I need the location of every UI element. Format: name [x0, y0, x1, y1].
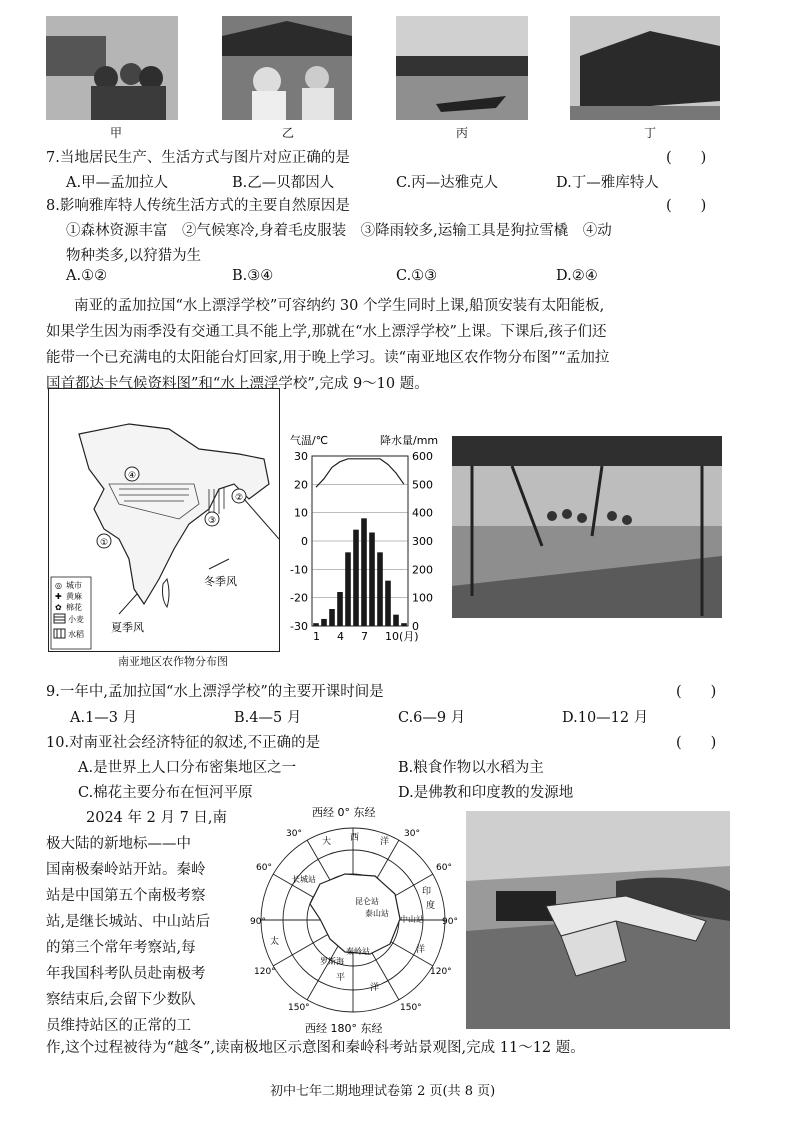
passage2-line: 站是中国第五个南极考察: [46, 888, 206, 904]
chart-x-tick: 7: [361, 630, 368, 643]
passage1-line: 南亚的孟加拉国“水上漂浮学校”可容纳约 30 个学生同时上课,船顶安装有太阳能板,: [74, 298, 605, 314]
map-marker-3: ③: [208, 516, 217, 526]
q10-answer-bracket[interactable]: ( ): [676, 735, 717, 751]
photo-caption: 丁: [643, 126, 656, 140]
q10-option-c[interactable]: C.棉花主要分布在恒河平原: [78, 785, 253, 801]
place-label: 平: [336, 973, 346, 983]
deg-label: 120°: [430, 967, 452, 977]
legend-jute: 黄麻: [66, 592, 82, 601]
precipitation-bar: [321, 619, 327, 626]
passage2-line: 的第三个常年考察站,每: [46, 940, 196, 956]
antarctic-map: [250, 804, 460, 1034]
map-marker-4: ④: [128, 471, 137, 481]
place-label: 罗斯海: [320, 957, 344, 966]
passage1-line: 能带一个已充满电的太阳能台灯回家,用于晚上学习。读“南亚地区农作物分布图”“孟加拉: [46, 350, 610, 366]
winter-monsoon-label: 冬季风: [204, 575, 237, 588]
q8-answer-bracket[interactable]: ( ): [666, 198, 707, 214]
precipitation-bar: [353, 530, 359, 626]
polar-bottom-label: 西经 180° 东经: [305, 1022, 383, 1034]
place-label: 长城站: [292, 875, 316, 884]
precipitation-bar: [393, 615, 399, 626]
qinling-station-photo: [466, 811, 730, 1029]
page-footer: 初中七年二期地理试卷第 2 页(共 8 页): [270, 1084, 496, 1099]
chart-left-tick: -20: [290, 591, 308, 605]
map-marker-2: ②: [235, 493, 244, 503]
photo-yi-scene: [222, 16, 352, 120]
chart-right-tick: 600: [412, 450, 433, 463]
precipitation-bar: [361, 518, 367, 626]
q9-option-b[interactable]: B.4—5 月: [234, 710, 302, 726]
chart-x-tick: 10(月): [385, 630, 419, 643]
deg-label: 60°: [256, 863, 272, 873]
place-label: 度: [426, 901, 436, 911]
floating-school-scene: [452, 436, 722, 618]
photo-bing: [396, 16, 528, 120]
svg-text:✚: ✚: [55, 592, 62, 601]
precipitation-bar: [329, 609, 335, 626]
place-label: 昆仑站: [355, 897, 379, 906]
chart-left-tick: -10: [290, 563, 308, 577]
deg-label: 60°: [436, 863, 452, 873]
south-asia-map: [48, 388, 280, 652]
q8-choices-line-2: 物种类多,以狩猎为生: [66, 248, 202, 264]
photo-ding: [570, 16, 720, 120]
passage1-line: 国首都达卡气候资料图”和“水上漂浮学校”,完成 9～10 题。: [46, 376, 429, 392]
q10-option-b[interactable]: B.粮食作物以水稻为主: [398, 760, 544, 776]
passage2-last-line: 作,这个过程被待为“越冬”,读南极地区示意图和秦岭科考站景观图,完成 11～12 题。: [46, 1040, 585, 1056]
q8-choices-line: ①森林资源丰富 ②气候寒冷,身着毛皮服装 ③降雨较多,运输工具是狗拉雪橇 ④动: [66, 223, 612, 239]
passage2-line: 年我国科考队员赴南极考: [46, 966, 206, 982]
chart-ylabel-left: 气温/℃: [290, 434, 329, 447]
svg-text:◎: ◎: [55, 581, 62, 590]
photo-yi: [222, 16, 352, 120]
passage2-line: 站,是继长城站、中山站后: [46, 914, 211, 930]
q7-stem: 7.当地居民生产、生活方式与图片对应正确的是: [46, 150, 350, 166]
precipitation-bar: [345, 552, 351, 626]
chart-right-tick: 0: [412, 620, 419, 633]
photo-bing-scene: [396, 16, 528, 120]
deg-label: 150°: [400, 1003, 422, 1013]
qinling-station-scene: [466, 811, 730, 1029]
q10-option-d[interactable]: D.是佛教和印度教的发源地: [398, 785, 574, 801]
q9-stem: 9.一年中,孟加拉国“水上漂浮学校”的主要开课时间是: [46, 684, 384, 700]
passage2-line: 极大陆的新地标——中: [46, 836, 191, 852]
place-label: 大: [322, 837, 332, 847]
map-marker-1: ①: [100, 538, 109, 548]
q9-option-d[interactable]: D.10—12 月: [562, 710, 649, 726]
q10-stem: 10.对南亚社会经济特征的叙述,不正确的是: [46, 735, 321, 751]
photo-caption: 甲: [109, 126, 122, 140]
summer-monsoon-label: 夏季风: [111, 621, 144, 634]
q7-option-d[interactable]: D.丁—雅库特人: [556, 175, 659, 191]
polar-top-label: 西经 0° 东经: [312, 806, 376, 819]
place-label: 洋: [370, 983, 380, 993]
deg-label: 90°: [442, 917, 458, 927]
chart-right-tick: 500: [412, 478, 433, 492]
deg-label: 120°: [254, 967, 276, 977]
place-label: 洋: [416, 945, 426, 955]
q8-option-b[interactable]: B.③④: [232, 268, 274, 284]
chart-right-tick: 300: [412, 535, 433, 548]
photo-jia-scene: [46, 16, 178, 120]
q8-stem: 8.影响雅库特人传统生活方式的主要自然原因是: [46, 198, 350, 214]
floating-school-photo: [452, 436, 722, 618]
legend-wheat: 小麦: [68, 615, 84, 624]
chart-left-tick: 20: [294, 478, 308, 492]
q8-option-a[interactable]: A.①②: [66, 268, 108, 284]
photo-jia: [46, 16, 178, 120]
chart-x-tick: 4: [337, 630, 344, 643]
passage2-column: [46, 805, 228, 1039]
passage2-line: 员维持站区的正常的工: [46, 1018, 191, 1034]
south-asia-map-drawing: [49, 389, 279, 651]
q7-option-b[interactable]: B.乙—贝都因人: [232, 175, 335, 191]
precipitation-bar: [337, 592, 343, 626]
passage2-line: 2024 年 2 月 7 日,南: [86, 810, 228, 826]
legend-city: 城市: [66, 581, 82, 590]
q9-option-a[interactable]: A.1—3 月: [70, 710, 138, 726]
dhaka-climate-chart: [282, 430, 442, 650]
south-asia-map-caption: 南亚地区农作物分布图: [118, 655, 228, 668]
chart-left-tick: 30: [294, 450, 308, 463]
chart-left-tick: -30: [290, 620, 308, 633]
place-label: 洋: [380, 837, 390, 847]
precipitation-bar: [313, 623, 319, 626]
passage2-line: 国南极秦岭站开站。秦岭: [46, 862, 206, 878]
place-label: 太: [270, 937, 280, 947]
place-label: 泰山站: [365, 909, 389, 918]
q8-option-c[interactable]: C.①③: [396, 268, 438, 284]
q7-answer-bracket[interactable]: ( ): [666, 150, 707, 166]
chart-left-tick: 10: [294, 506, 308, 520]
deg-label: 90°: [250, 917, 266, 927]
q9-option-c[interactable]: C.6—9 月: [398, 710, 466, 726]
place-label: 中山站: [400, 915, 424, 924]
legend-cotton: 棉花: [66, 603, 82, 612]
chart-left-tick: 0: [301, 535, 308, 548]
photo-ding-scene: [570, 16, 720, 120]
temperature-line: [316, 459, 404, 487]
q7-option-c[interactable]: C.丙—达雅克人: [396, 175, 499, 191]
place-label: 印: [422, 887, 432, 897]
q8-option-d[interactable]: D.②④: [556, 268, 598, 284]
deg-label: 30°: [404, 829, 420, 839]
svg-text:✿: ✿: [55, 603, 62, 612]
photo-caption: 乙: [281, 126, 294, 140]
precipitation-bar: [401, 623, 407, 626]
passage2-line: 察结束后,会留下少数队: [46, 992, 196, 1008]
legend-rice: 水稻: [68, 630, 84, 639]
precipitation-bar: [377, 552, 383, 626]
precipitation-bar: [369, 533, 375, 627]
precipitation-bar: [385, 581, 391, 626]
chart-right-tick: 200: [412, 563, 433, 577]
chart-x-tick: 1: [313, 630, 320, 643]
photo-caption: 丙: [455, 126, 468, 140]
chart-right-tick: 400: [412, 506, 433, 520]
place-label: 西: [350, 833, 360, 843]
passage1-line: 如果学生因为雨季没有交通工具不能上学,那就在“水上漂浮学校”上课。下课后,孩子们还: [46, 324, 607, 340]
q7-option-a[interactable]: A.甲—孟加拉人: [66, 175, 169, 191]
chart-right-tick: 100: [412, 591, 433, 605]
q10-option-a[interactable]: A.是世界上人口分布密集地区之一: [78, 760, 297, 776]
deg-label: 30°: [286, 829, 302, 839]
place-label: 秦岭站: [346, 947, 370, 956]
q9-answer-bracket[interactable]: ( ): [676, 684, 717, 700]
chart-ylabel-right: 降水量/mm: [380, 434, 439, 447]
deg-label: 150°: [288, 1003, 310, 1013]
